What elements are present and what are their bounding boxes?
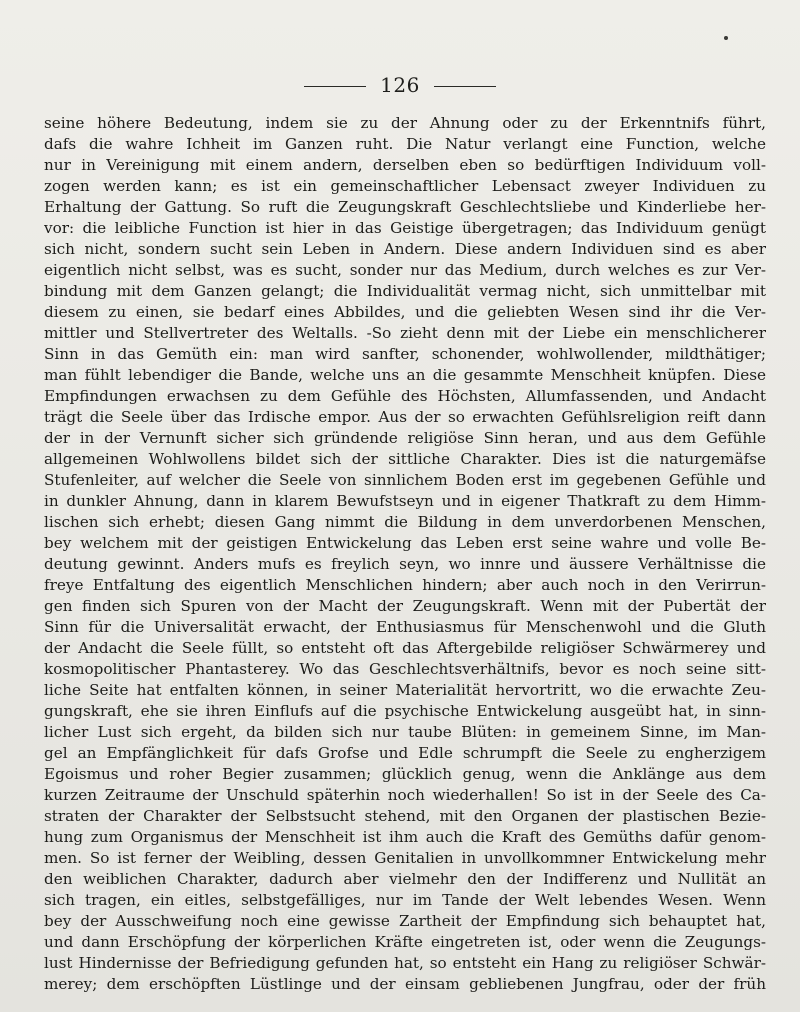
page-number: 126 <box>380 73 420 97</box>
text-line: Stufenleiter, auf welcher die Seele von sinnlichem Boden erst im gegebenen Gefühle und <box>44 471 766 489</box>
page-header <box>0 72 800 98</box>
text-line: Sinn in das Gemüth ein: man wird sanfter, schonender, wohlwollender, mildthätiger; <box>44 345 766 363</box>
text-line: gel an Empfänglichkeit für dafs Grofse und Edle schrumpft die Seele zu engherzigem <box>44 744 766 762</box>
text-line: sich tragen, ein eitles, selbstgefälliges, nur im Tande der Welt lebendes Wesen. Wenn <box>44 891 766 909</box>
text-line: lust Hindernisse der Befriedigung gefunden hat, so entsteht ein Hang zu religiöser Schwär- <box>44 954 766 972</box>
text-line: straten der Charakter der Selbstsucht stehend, mit den Organen der plastischen Bezie- <box>44 807 766 825</box>
header-rule-left <box>304 86 366 87</box>
text-line: trägt die Seele über das Irdische empor. Aus der so erwachten Gefühlsreligion reift dann <box>44 408 766 426</box>
text-line: dafs die wahre Ichheit im Ganzen ruht. Die Natur verlangt eine Function, welche <box>44 135 766 153</box>
header-rule-right <box>434 86 496 87</box>
text-line: zogen werden kann; es ist ein gemeinschaftlicher Lebensact zweyer Individuen zu <box>44 177 766 195</box>
text-line: kurzen Zeitraume der Unschuld späterhin noch wiederhallen! So ist in der Seele des Ca- <box>44 786 766 804</box>
text-line: gen finden sich Spuren von der Macht der Zeugungskraft. Wenn mit der Pubertät der <box>44 597 766 615</box>
text-line: diesem zu einen, sie bedarf eines Abbildes, und die geliebten Wesen sind ihr die Ver- <box>44 303 766 321</box>
text-line: kosmopolitischer Phantasterey. Wo das Geschlechtsverhältnifs, bevor es noch seine sitt- <box>44 660 766 678</box>
text-line: hung zum Organismus der Menschheit ist ihm auch die Kraft des Gemüths dafür genom- <box>44 828 766 846</box>
text-line: man fühlt lebendiger die Bande, welche uns an die gesammte Menschheit knüpfen. Diese <box>44 366 766 384</box>
text-line: Egoismus und roher Begier zusammen; glücklich genug, wenn die Anklänge aus dem <box>44 765 766 783</box>
text-line: Empfindungen erwachsen zu dem Gefühle des Höchsten, Allumfassenden, und Andacht <box>44 387 766 405</box>
text-line: sich nicht, sondern sucht sein Leben in Andern. Diese andern Individuen sind es aber <box>44 240 766 258</box>
text-line: gungskraft, ehe sie ihren Einflufs auf die psychische Entwickelung ausgeübt hat, in sinn- <box>44 702 766 720</box>
text-line: men. So ist ferner der Weibling, dessen Genitalien in unvollkommner Entwickelung mehr <box>44 849 766 867</box>
text-line: vor: die leibliche Function ist hier in das Geistige übergetragen; das Individuum genügt <box>44 219 766 237</box>
text-line: bey welchem mit der geistigen Entwickelung das Leben erst seine wahre und volle Be- <box>44 534 766 552</box>
text-line: bey der Ausschweifung noch eine gewisse Zartheit der Empfindung sich behauptet hat, <box>44 912 766 930</box>
ink-speck <box>724 36 728 40</box>
text-line: Erhaltung der Gattung. So ruft die Zeugungskraft Geschlechtsliebe und Kinderliebe her- <box>44 198 766 216</box>
text-line: der in der Vernunft sicher sich gründende religiöse Sinn heran, und aus dem Gefühle <box>44 429 766 447</box>
text-line: liche Seite hat entfalten können, in seiner Materialität hervortritt, wo die erwachte Zeu- <box>44 681 766 699</box>
text-line: mittler und Stellvertreter des Weltalls. -So zieht denn mit der Liebe ein menschlicherer <box>44 324 766 342</box>
body-text <box>44 113 766 995</box>
text-line: bindung mit dem Ganzen gelangt; die Individualität vermag nicht, sich unmittelbar mit <box>44 282 766 300</box>
text-line: licher Lust sich ergeht, da bilden sich nur taube Blüten: in gemeinem Sinne, im Man- <box>44 723 766 741</box>
text-line: der Andacht die Seele füllt, so entsteht oft das Aftergebilde religiöser Schwärmerey und <box>44 639 766 657</box>
text-line: eigentlich nicht selbst, was es sucht, sonder nur das Medium, durch welches es zur Ver- <box>44 261 766 279</box>
text-line: deutung gewinnt. Anders mufs es freylich seyn, wo innre und äussere Verhältnisse die <box>44 555 766 573</box>
text-line: nur in Vereinigung mit einem andern, derselben eben so bedürftigen Individuum voll- <box>44 156 766 174</box>
text-line: lischen sich erhebt; diesen Gang nimmt die Bildung in dem unverdorbenen Menschen, <box>44 513 766 531</box>
text-line: seine höhere Bedeutung, indem sie zu der Ahnung oder zu der Erkenntnifs führt, <box>44 114 766 132</box>
text-line: Sinn für die Universalität erwacht, der Enthusiasmus für Menschenwohl und die Gluth <box>44 618 766 636</box>
text-line: freye Entfaltung des eigentlich Menschlichen hindern; aber auch noch in den Verirrun- <box>44 576 766 594</box>
text-line: merey; dem erschöpften Lüstlinge und der einsam gebliebenen Jungfrau, oder der früh <box>44 975 766 993</box>
text-line: und dann Erschöpfung der körperlichen Kräfte eingetreten ist, oder wenn die Zeugungs- <box>44 933 766 951</box>
text-line: in dunkler Ahnung, dann in klarem Bewufstseyn und in eigener Thatkraft zu dem Himm- <box>44 492 766 510</box>
text-line: den weiblichen Charakter, dadurch aber vielmehr den der Indifferenz und Nullität an <box>44 870 766 888</box>
text-line: allgemeinen Wohlwollens bildet sich der sittliche Charakter. Dies ist die naturgemäfse <box>44 450 766 468</box>
